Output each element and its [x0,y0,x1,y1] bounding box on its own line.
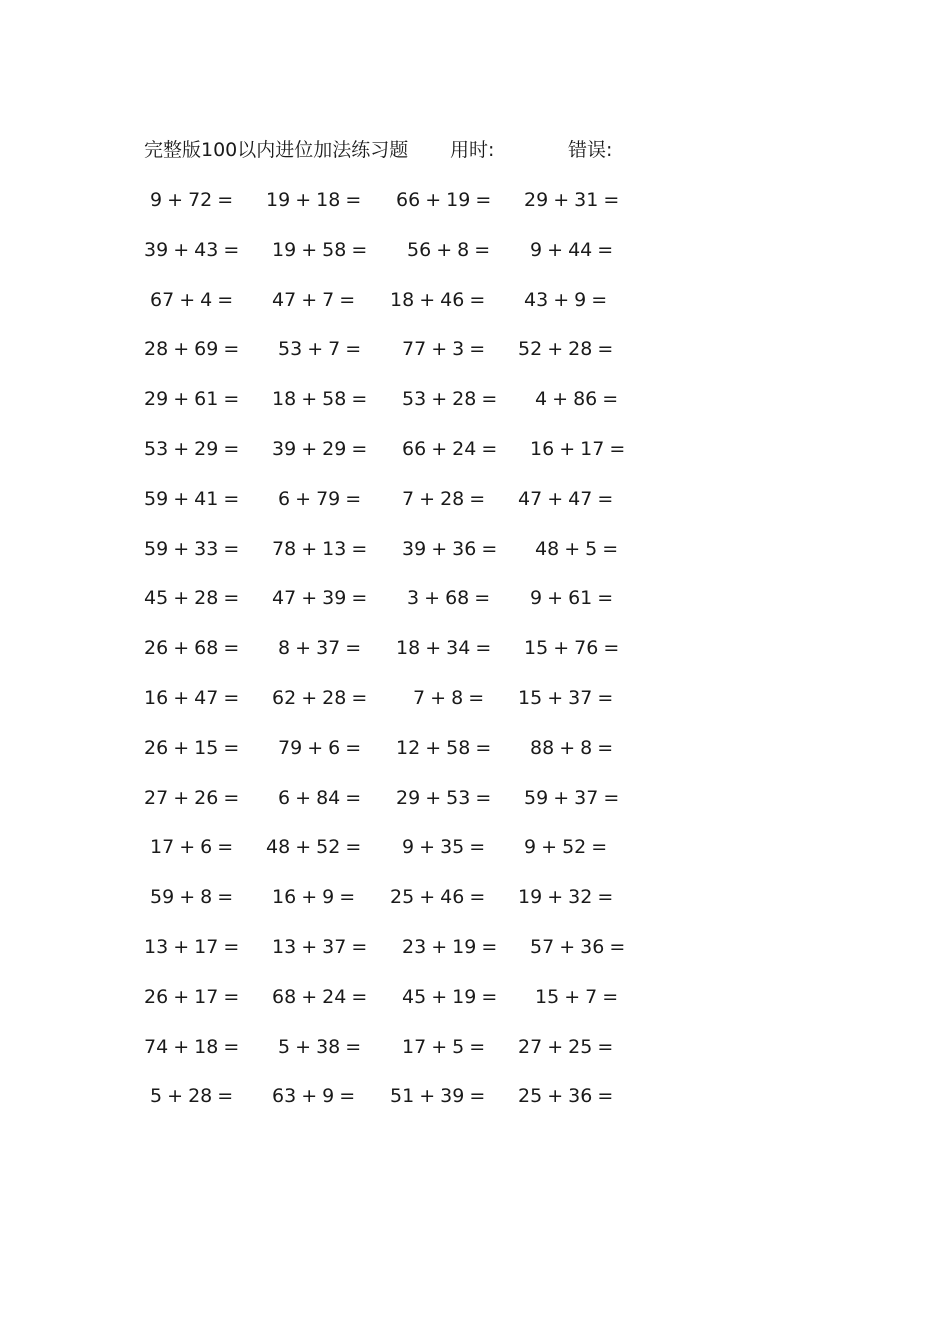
addition-problem: 56 + 8 = [407,238,491,261]
addition-problem: 19 + 58 = [272,238,368,261]
addition-problem: 59 + 37 = [524,786,620,809]
problem-row [0,783,950,833]
addition-problem: 52 + 28 = [518,338,614,361]
addition-problem: 47 + 47 = [518,487,614,510]
problem-row [0,185,950,235]
addition-problem: 27 + 25 = [518,1035,614,1058]
problem-row [0,633,950,683]
problem-row [0,484,950,534]
addition-problem: 63 + 9 = [272,1085,356,1108]
addition-problem: 59 + 41 = [144,487,240,510]
problem-row [0,832,950,882]
addition-problem: 13 + 17 = [144,935,240,958]
problem-row [0,235,950,285]
addition-problem: 53 + 7 = [278,338,362,361]
problem-row [0,384,950,434]
addition-problem: 88 + 8 = [530,736,614,759]
problem-row [0,285,950,335]
addition-problem: 68 + 24 = [272,985,368,1008]
problem-grid [0,185,950,1131]
addition-problem: 66 + 19 = [396,189,492,211]
problem-row [0,334,950,384]
addition-problem: 17 + 6 = [150,836,234,859]
addition-problem: 9 + 52 = [524,836,608,859]
addition-problem: 5 + 38 = [278,1035,362,1058]
problem-row [0,1081,950,1131]
addition-problem: 9 + 44 = [530,238,614,261]
addition-problem: 26 + 17 = [144,985,240,1008]
addition-problem: 9 + 72 = [150,189,234,211]
addition-problem: 5 + 28 = [150,1085,234,1108]
problem-row [0,683,950,733]
addition-problem: 62 + 28 = [272,686,368,709]
addition-problem: 53 + 28 = [402,388,498,411]
addition-problem: 28 + 69 = [144,338,240,361]
addition-problem: 45 + 19 = [402,985,498,1008]
addition-problem: 26 + 68 = [144,637,240,660]
addition-problem: 23 + 19 = [402,935,498,958]
problem-row [0,733,950,783]
problem-row [0,932,950,982]
addition-problem: 59 + 8 = [150,886,234,909]
addition-problem: 26 + 15 = [144,736,240,759]
addition-problem: 9 + 35 = [402,836,486,859]
addition-problem: 7 + 28 = [402,487,486,510]
addition-problem: 39 + 29 = [272,437,368,460]
problem-row [0,534,950,584]
addition-problem: 29 + 53 = [396,786,492,809]
addition-problem: 25 + 46 = [390,886,486,909]
worksheet-title: 完整版100以内进位加法练习题 [144,139,409,161]
addition-problem: 8 + 37 = [278,637,362,660]
addition-problem: 9 + 61 = [530,587,614,610]
addition-problem: 6 + 79 = [278,487,362,510]
addition-problem: 19 + 32 = [518,886,614,909]
addition-problem: 57 + 36 = [530,935,626,958]
addition-problem: 18 + 34 = [396,637,492,660]
addition-problem: 66 + 24 = [402,437,498,460]
addition-problem: 51 + 39 = [390,1085,486,1108]
addition-problem: 47 + 7 = [272,288,356,311]
errors-label: 错误: [568,139,613,161]
addition-problem: 39 + 36 = [402,537,498,560]
addition-problem: 4 + 86 = [535,388,619,411]
addition-problem: 25 + 36 = [518,1085,614,1108]
problem-row [0,583,950,633]
addition-problem: 18 + 46 = [390,288,486,311]
addition-problem: 6 + 84 = [278,786,362,809]
addition-problem: 47 + 39 = [272,587,368,610]
time-used-label: 用时: [450,139,495,161]
addition-problem: 15 + 7 = [535,985,619,1008]
addition-problem: 74 + 18 = [144,1035,240,1058]
addition-problem: 13 + 37 = [272,935,368,958]
addition-problem: 18 + 58 = [272,388,368,411]
addition-problem: 29 + 61 = [144,388,240,411]
addition-problem: 79 + 6 = [278,736,362,759]
addition-problem: 27 + 26 = [144,786,240,809]
problem-row [0,882,950,932]
problem-row [0,1032,950,1082]
addition-problem: 53 + 29 = [144,437,240,460]
addition-problem: 78 + 13 = [272,537,368,560]
addition-problem: 17 + 5 = [402,1035,486,1058]
addition-problem: 67 + 4 = [150,288,234,311]
addition-problem: 59 + 33 = [144,537,240,560]
addition-problem: 39 + 43 = [144,238,240,261]
addition-problem: 16 + 9 = [272,886,356,909]
addition-problem: 19 + 18 = [266,189,362,211]
addition-problem: 45 + 28 = [144,587,240,610]
addition-problem: 77 + 3 = [402,338,486,361]
addition-problem: 7 + 8 = [413,686,485,709]
addition-problem: 29 + 31 = [524,189,620,211]
addition-problem: 12 + 58 = [396,736,492,759]
problem-row [0,434,950,484]
addition-problem: 43 + 9 = [524,288,608,311]
problem-row [0,982,950,1032]
worksheet-header [144,136,704,164]
addition-problem: 15 + 76 = [524,637,620,660]
addition-problem: 16 + 17 = [530,437,626,460]
addition-problem: 48 + 52 = [266,836,362,859]
addition-problem: 15 + 37 = [518,686,614,709]
addition-problem: 3 + 68 = [407,587,491,610]
addition-problem: 48 + 5 = [535,537,619,560]
addition-problem: 16 + 47 = [144,686,240,709]
